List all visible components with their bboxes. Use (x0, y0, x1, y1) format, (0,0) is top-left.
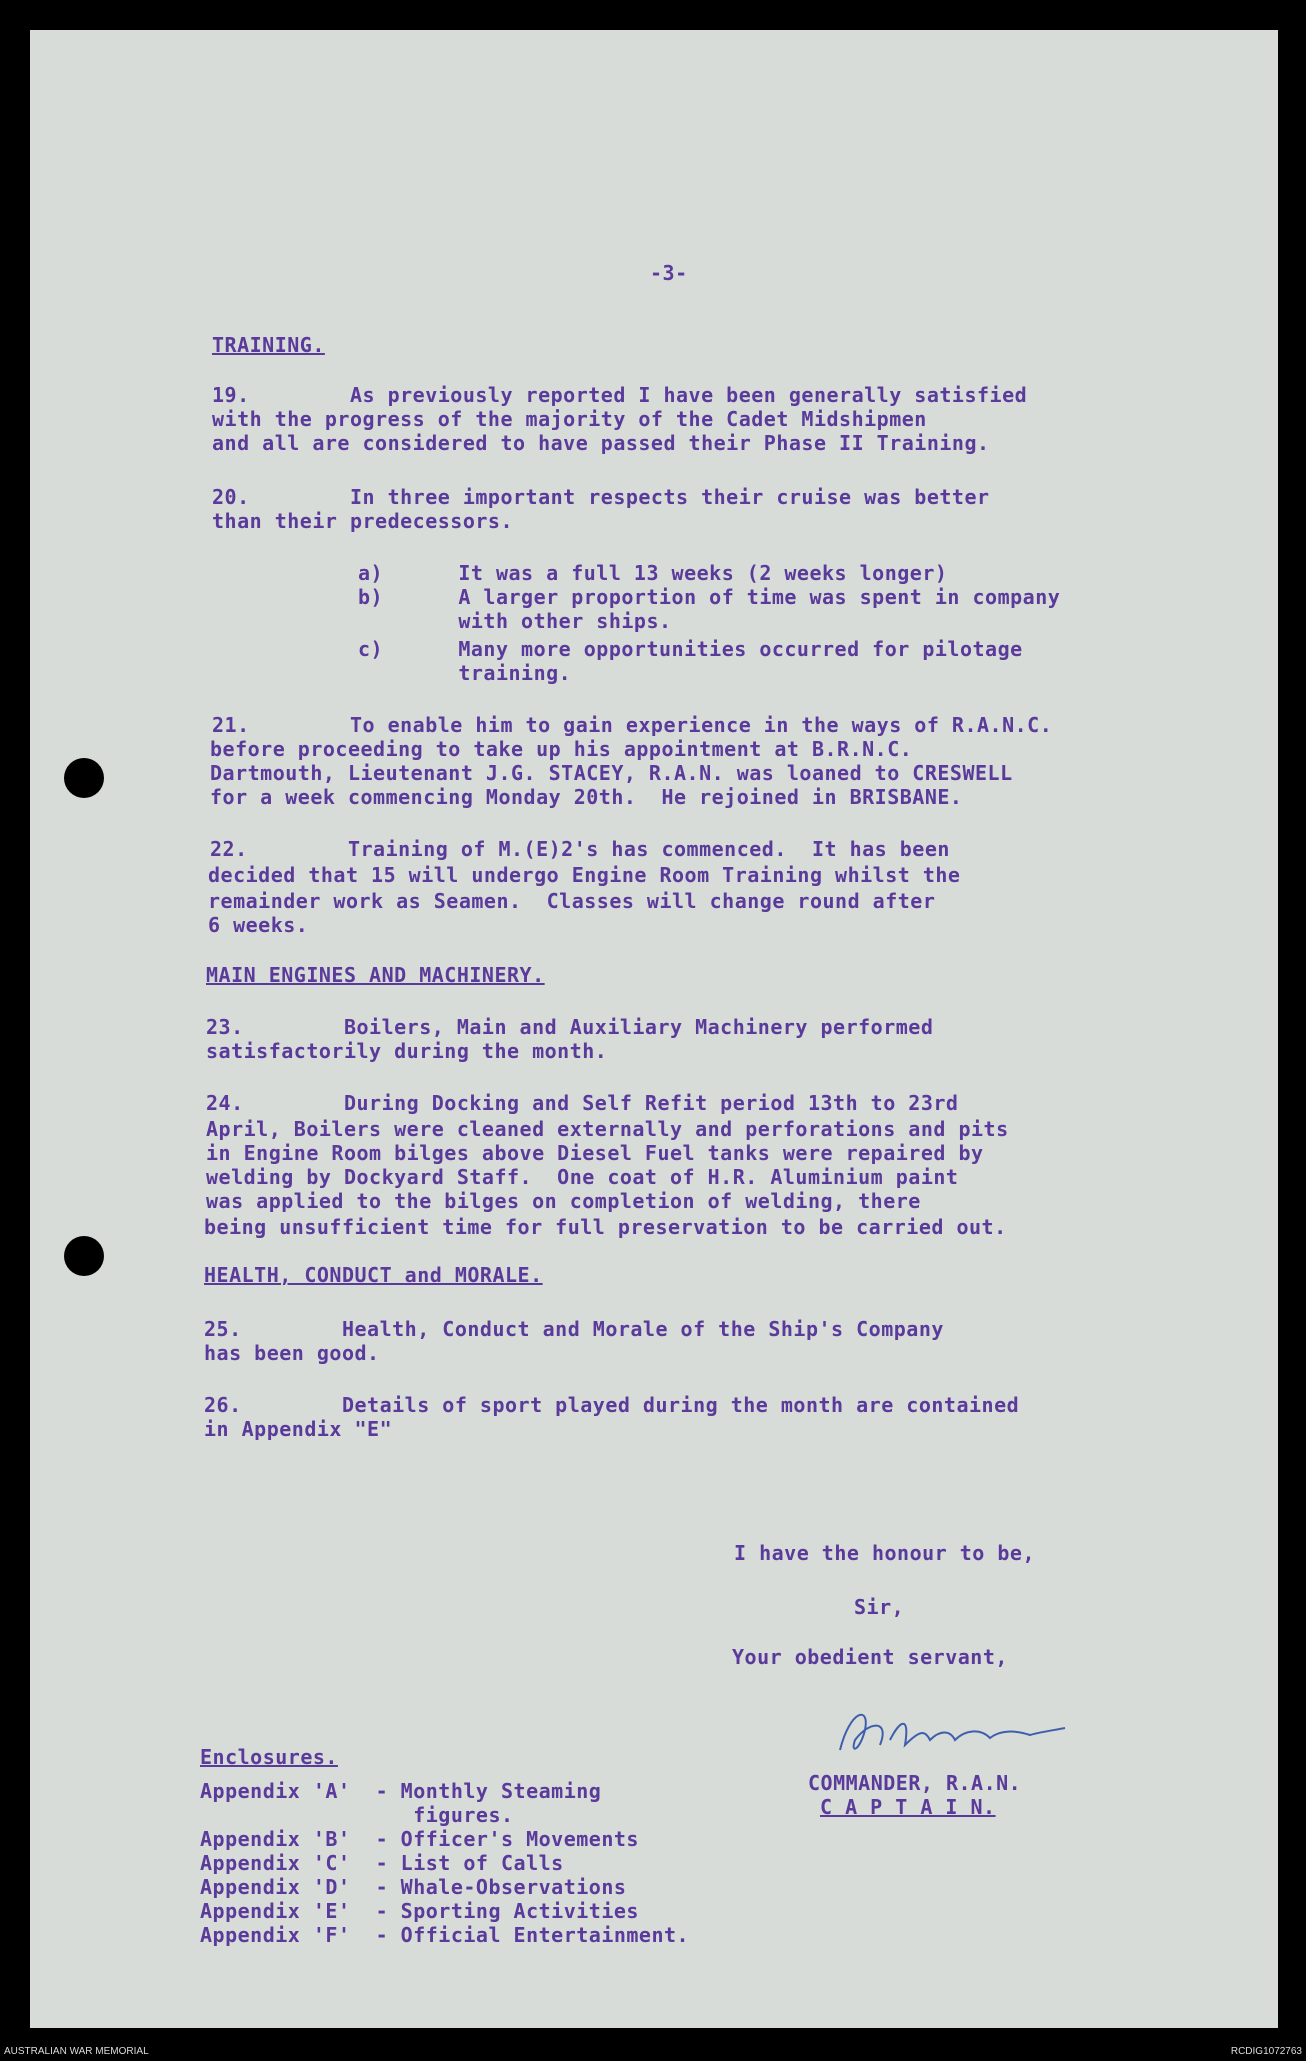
para-20-item-c-cont: training. (358, 661, 572, 685)
para-22-line-3: remainder work as Seamen. Classes will change round after (208, 889, 936, 913)
health-heading: HEALTH, CONDUCT and MORALE. (204, 1263, 543, 1287)
signatory-title: C A P T A I N. (820, 1795, 996, 1819)
para-22-line-1: 22. Training of M.(E)2's has commenced. It has been (210, 837, 950, 861)
para-20-item-b: b) A larger proportion of time was spent in company (358, 585, 1061, 609)
archive-id: RCDIG1072763 (1230, 2046, 1302, 2057)
para-20-line-2: than their predecessors. (212, 509, 513, 533)
para-22-line-4: 6 weeks. (208, 913, 309, 937)
enclosure-a-cont: figures. (200, 1803, 514, 1827)
para-19-line-3: and all are considered to have passed their Phase II Training. (212, 431, 990, 455)
para-23-line-2: satisfactorily during the month. (206, 1039, 608, 1063)
para-21-line-1: 21. To enable him to gain experience in the ways of R.A.N.C. (212, 713, 1053, 737)
machinery-heading: MAIN ENGINES AND MACHINERY. (206, 963, 545, 987)
para-25-line-2: has been good. (204, 1341, 380, 1365)
para-23-line-1: 23. Boilers, Main and Auxiliary Machinery performed (206, 1015, 934, 1039)
enclosure-a: Appendix 'A' - Monthly Steaming (200, 1779, 602, 1803)
para-24-line-2: April, Boilers were cleaned externally and perforations and pits (206, 1117, 1009, 1141)
para-21-line-3: Dartmouth, Lieutenant J.G. STACEY, R.A.N. was loaned to CRESWELL (210, 761, 1013, 785)
closing-honour: I have the honour to be, (734, 1541, 1035, 1565)
para-24-line-5: was applied to the bilges on completion of welding, there (206, 1189, 921, 1213)
enclosure-f: Appendix 'F' - Official Entertainment. (200, 1923, 690, 1947)
para-25-line-1: 25. Health, Conduct and Morale of the Ship's Company (204, 1317, 944, 1341)
enclosure-b: Appendix 'B' - Officer's Movements (200, 1827, 639, 1851)
para-20-item-a: a) It was a full 13 weeks (2 weeks longer) (358, 561, 948, 585)
signature (830, 1700, 1070, 1770)
punch-hole (64, 758, 104, 798)
closing-servant: Your obedient servant, (732, 1645, 1008, 1669)
training-heading: TRAINING. (212, 333, 325, 357)
para-19-line-2: with the progress of the majority of the Cadet Midshipmen (212, 407, 927, 431)
para-20-item-c: c) Many more opportunities occurred for pilotage (358, 637, 1023, 661)
signatory-rank: COMMANDER, R.A.N. (808, 1771, 1022, 1795)
para-19-line-1: 19. As previously reported I have been generally satisfied (212, 383, 1028, 407)
para-22-line-2: decided that 15 will undergo Engine Room Training whilst the (208, 863, 961, 887)
closing-sir: Sir, (854, 1595, 905, 1619)
para-26-line-2: in Appendix "E" (204, 1417, 393, 1441)
para-20-line-1: 20. In three important respects their cruise was better (212, 485, 990, 509)
enclosures-heading: Enclosures. (200, 1745, 338, 1769)
para-24-line-1: 24. During Docking and Self Refit period 13th to 23rd (206, 1091, 959, 1115)
enclosure-c: Appendix 'C' - List of Calls (200, 1851, 564, 1875)
para-24-line-4: welding by Dockyard Staff. One coat of H.R. Aluminium paint (206, 1165, 959, 1189)
para-24-line-3: in Engine Room bilges above Diesel Fuel tanks were repaired by (206, 1141, 984, 1165)
enclosure-e: Appendix 'E' - Sporting Activities (200, 1899, 639, 1923)
enclosure-d: Appendix 'D' - Whale-Observations (200, 1875, 627, 1899)
para-24-line-6: being unsufficient time for full preservation to be carried out. (204, 1215, 1007, 1239)
para-20-item-b-cont: with other ships. (358, 609, 672, 633)
para-21-line-4: for a week commencing Monday 20th. He rejoined in BRISBANE. (210, 785, 963, 809)
page-number: -3- (650, 261, 688, 285)
archive-label: AUSTRALIAN WAR MEMORIAL (4, 2046, 149, 2057)
para-21-line-2: before proceeding to take up his appointment at B.R.N.C. (210, 737, 913, 761)
punch-hole (64, 1236, 104, 1276)
para-26-line-1: 26. Details of sport played during the month are contained (204, 1393, 1020, 1417)
